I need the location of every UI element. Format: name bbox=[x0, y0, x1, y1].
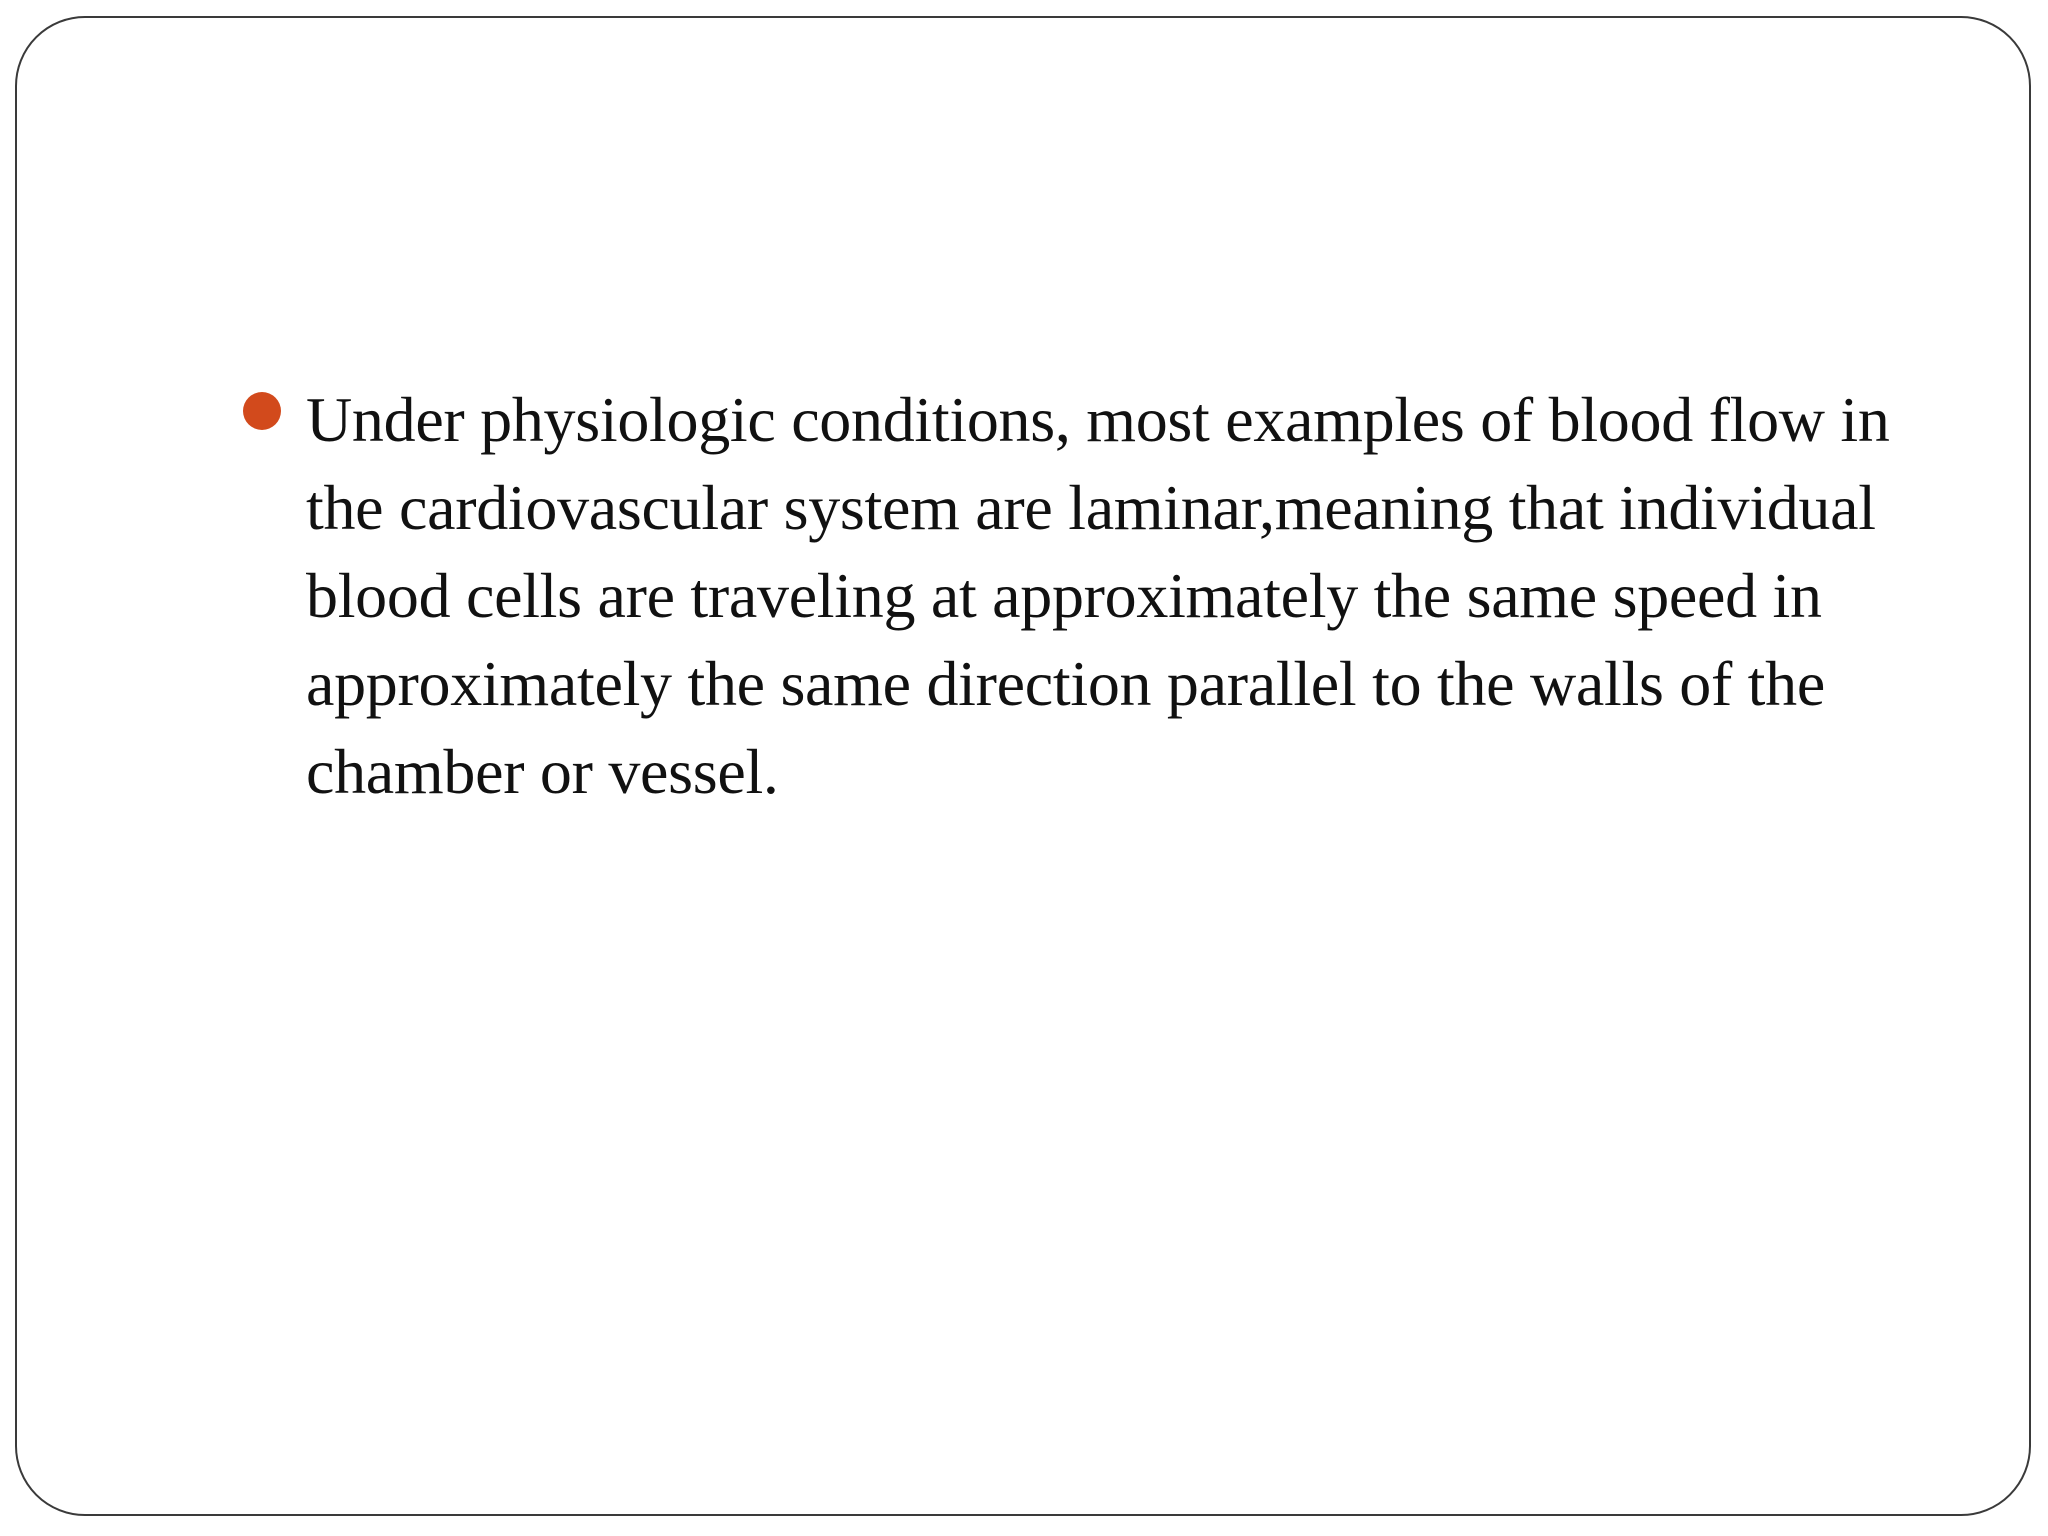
bullet-item bbox=[243, 376, 1963, 816]
slide-frame bbox=[15, 16, 2031, 1516]
bullet-dot-icon bbox=[243, 392, 281, 430]
bullet-text: Under physiologic conditions, most examples of blood flow in the cardiovascular system are laminar,meaning that individual blood cells are traveling at approximately the same speed in approximately the same direction parallel to the walls of the chamber or vessel. bbox=[306, 384, 1890, 807]
slide-content bbox=[243, 376, 1963, 816]
